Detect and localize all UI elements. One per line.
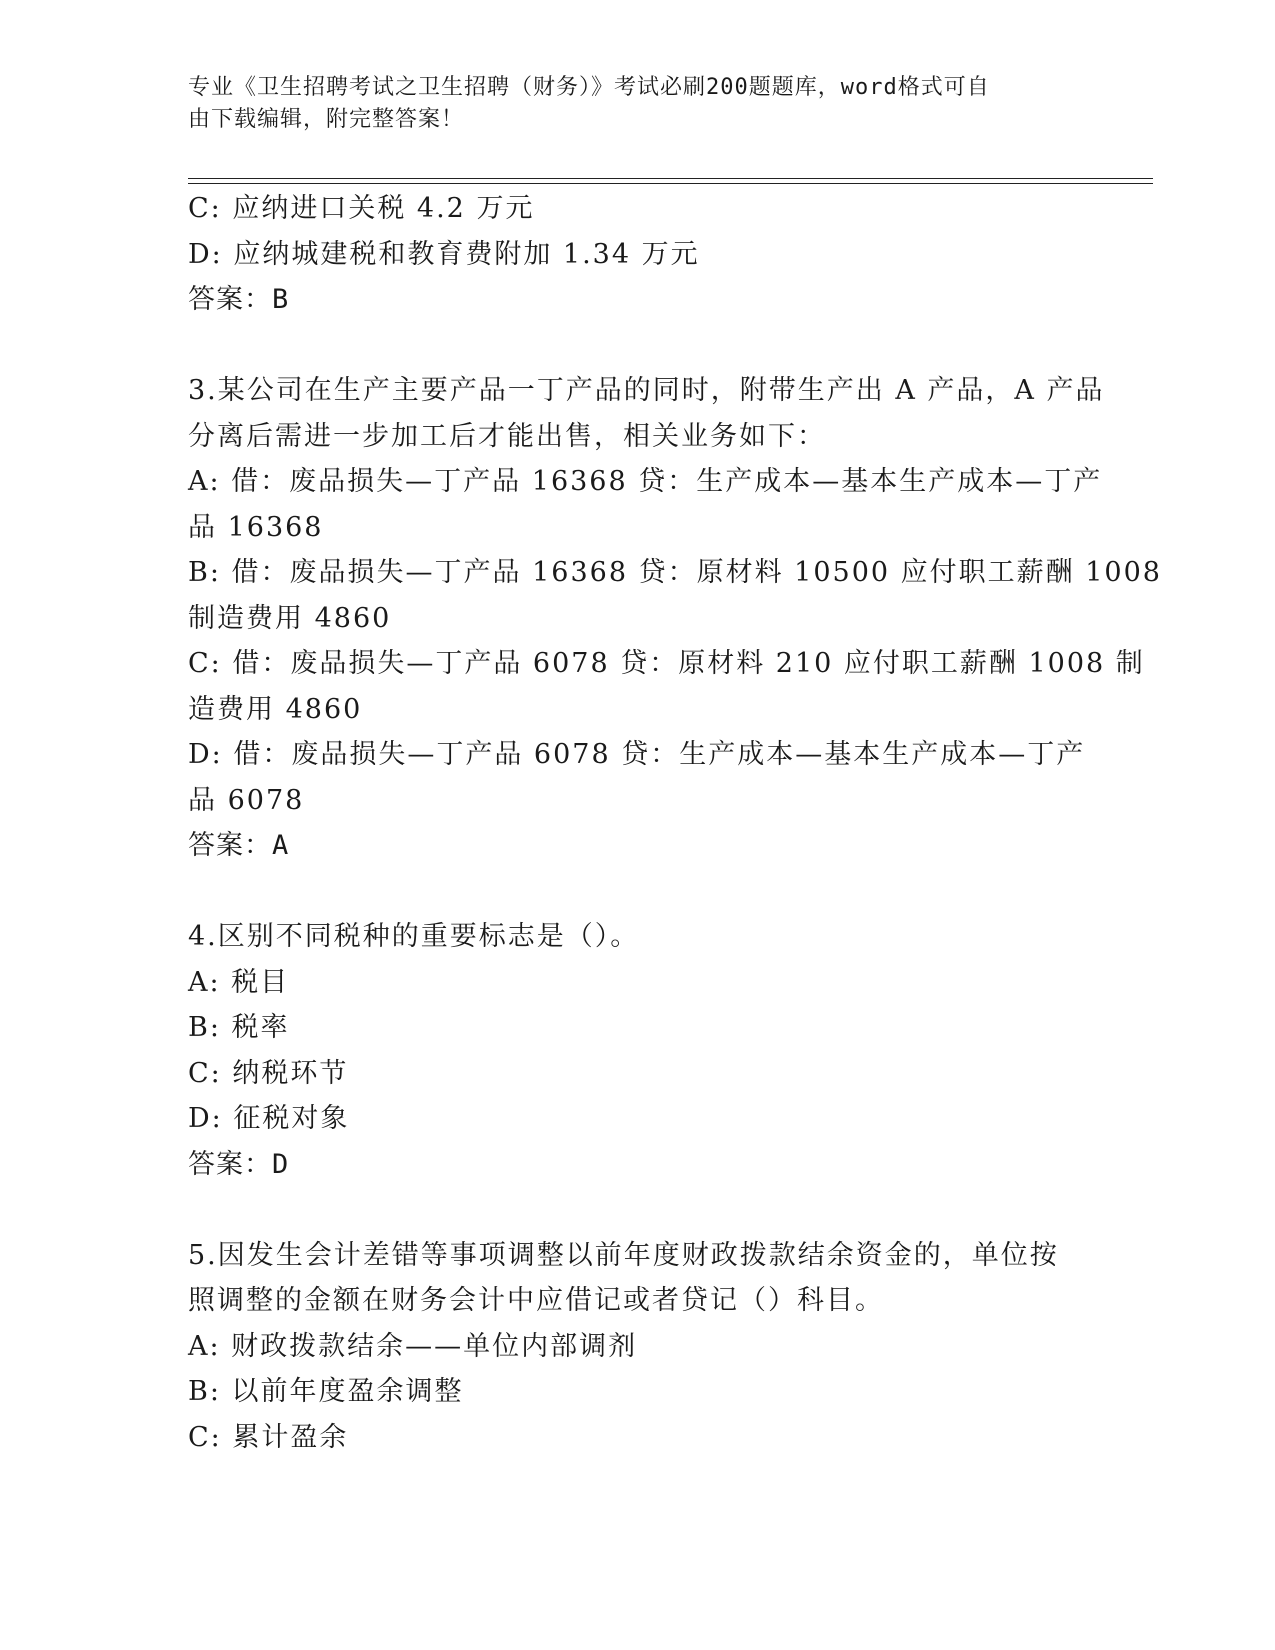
answer: 答案：B — [188, 284, 290, 315]
question-5 — [188, 1233, 1088, 1461]
option-c: 造费用 4860 — [188, 693, 363, 725]
option-b: B: 以前年度盈余调整 — [188, 1376, 464, 1407]
document-body — [188, 186, 1162, 1460]
answer: 答案：D — [188, 1148, 290, 1180]
question-stem: 4.区别不同税种的重要标志是（）。 — [188, 921, 640, 952]
option-b: B: 税率 — [188, 1012, 290, 1043]
option-c: C: 累计盈余 — [188, 1421, 349, 1453]
option-a: A: 税目 — [188, 966, 290, 998]
option-d: 品 6078 — [188, 784, 305, 816]
question-stem: 分离后需进一步加工后才能出售，相关业务如下： — [188, 420, 826, 452]
question-stem: 5.因发生会计差错等事项调整以前年度财政拨款结余资金的，单位按 — [188, 1239, 1059, 1271]
option-c: C: 借：废品损失—丁产品 6078 贷：原材料 210 应付职工薪酬 1008 制 — [188, 648, 1145, 679]
option-b: B: 借：废品损失—丁产品 16368 贷：原材料 10500 应付职工薪酬 1008 — [188, 557, 1162, 588]
spacer — [188, 869, 1088, 915]
spacer — [188, 1187, 1088, 1233]
question-2-tail — [188, 186, 1088, 323]
option-a: A: 借：废品损失—丁产品 16368 贷：生产成本—基本生产成本—丁产 — [188, 466, 1103, 497]
option-b: 制造费用 4860 — [188, 602, 392, 634]
spacer — [188, 323, 1088, 369]
option-c: C: 纳税环节 — [188, 1057, 349, 1089]
header-divider-thick — [188, 178, 1153, 179]
header-line-2: 由下载编辑，附完整答案！ — [188, 107, 465, 132]
answer: 答案：A — [188, 830, 290, 861]
question-stem: 照调整的金额在财务会计中应借记或者贷记（）科目。 — [188, 1285, 884, 1316]
option-d: D: 应纳城建税和教育费附加 1.34 万元 — [188, 238, 700, 270]
option-d: D: 借：废品损失—丁产品 6078 贷：生产成本—基本生产成本—丁产 — [188, 739, 1086, 770]
option-a: A: 财政拨款结余——单位内部调剂 — [188, 1330, 638, 1362]
document-header — [188, 72, 1068, 136]
option-a: 品 16368 — [188, 511, 324, 543]
option-d: D: 征税对象 — [188, 1103, 350, 1134]
header-line-1: 专业《卫生招聘考试之卫生招聘（财务）》考试必刷200题题库，word格式可自 — [188, 75, 990, 100]
option-c: C: 应纳进口关税 4.2 万元 — [188, 193, 535, 224]
question-3 — [188, 368, 1162, 869]
header-divider-thin — [188, 183, 1153, 184]
question-stem: 3.某公司在生产主要产品一丁产品的同时，附带生产出 A 产品，A 产品 — [188, 375, 1105, 406]
question-4 — [188, 914, 1088, 1187]
